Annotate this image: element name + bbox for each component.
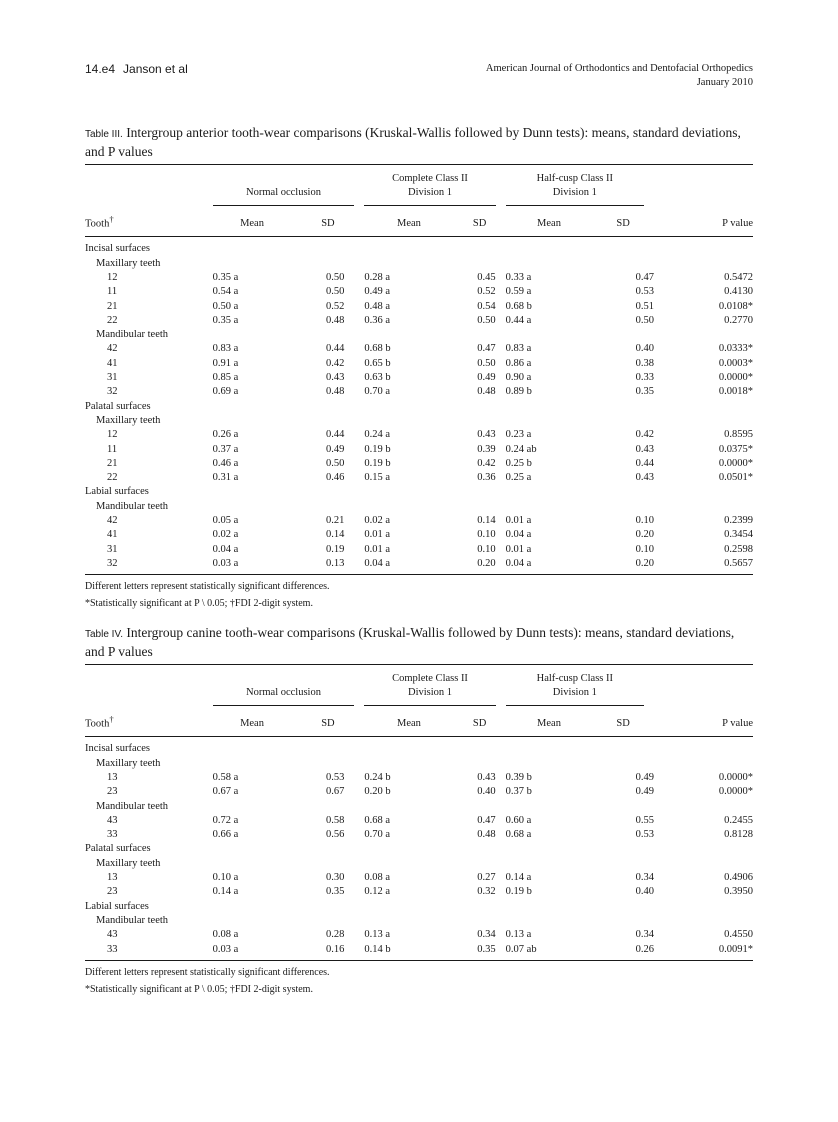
col-header-p-value: P value (654, 709, 753, 737)
normal-sd-cell: 0.50 (326, 457, 345, 469)
page-header (85, 62, 753, 94)
table-row (85, 871, 753, 885)
section-row (85, 485, 753, 499)
tooth-number: 33 (85, 943, 213, 961)
journal-name: American Journal of Orthodontics and Dentofacial Orthopedics (485, 63, 753, 74)
col-header-mean: Mean (506, 709, 593, 737)
table-title: Intergroup canine tooth-wear comparisons (Kruskal-Wallis followed by Dunn tests): means, standard deviations, and P values (85, 625, 735, 659)
complete-sd-cell: 0.52 (477, 286, 496, 298)
table-iii (85, 124, 753, 611)
table-row (85, 928, 753, 942)
author-line: Janson et al (123, 62, 188, 76)
complete-sd-cell: 0.39 (477, 443, 496, 455)
complete-sd-cell: 0.32 (477, 886, 496, 898)
normal-mean-cell: 0.54 a (212, 286, 239, 298)
normal-mean-cell: 0.35 a (212, 314, 239, 326)
halfcusp-mean-cell: 0.90 a (505, 372, 532, 384)
normal-mean-cell: 0.03 a (213, 943, 292, 961)
halfcusp-sd-cell: 0.42 (635, 429, 654, 441)
complete-sd-cell: 0.47 (477, 343, 496, 355)
section-label: Palatal surfaces (85, 400, 151, 412)
normal-sd-cell: 0.53 (326, 771, 345, 783)
table-row (85, 443, 753, 457)
subsection-row (85, 857, 753, 871)
normal-sd-cell: 0.42 (326, 357, 345, 369)
halfcusp-mean-cell: 0.04 a (506, 557, 593, 575)
halfcusp-mean-cell: 0.23 a (505, 429, 532, 441)
normal-sd-cell: 0.43 (326, 372, 345, 384)
table-row (85, 557, 753, 575)
p-value-cell: 0.0375* (718, 443, 753, 455)
normal-sd-cell: 0.14 (326, 529, 345, 541)
normal-mean-cell: 0.03 a (213, 557, 292, 575)
table-footnote: *Statistically significant at P \ 0.05; †FDI 2-digit system. (85, 598, 313, 610)
complete-mean-cell: 0.49 a (364, 286, 391, 298)
halfcusp-sd-cell: 0.38 (635, 357, 654, 369)
tooth-number: 42 (107, 343, 118, 355)
table-row (85, 514, 753, 528)
normal-mean-cell: 0.50 a (212, 300, 239, 312)
halfcusp-mean-cell: 0.24 ab (505, 443, 537, 455)
tooth-number: 42 (107, 515, 118, 527)
p-value-cell: 0.3454 (724, 529, 753, 541)
halfcusp-mean-cell: 0.33 a (505, 271, 532, 283)
tooth-number: 31 (107, 372, 118, 384)
tooth-number: 13 (107, 872, 118, 884)
col-header-p-value: P value (654, 209, 753, 237)
tooth-number: 32 (107, 386, 118, 398)
tooth-number: 23 (107, 786, 118, 798)
subsection-row (85, 414, 753, 428)
halfcusp-sd-cell: 0.10 (635, 515, 654, 527)
complete-sd-cell: 0.49 (477, 372, 496, 384)
normal-sd-cell: 0.67 (326, 786, 345, 798)
complete-mean-cell: 0.01 a (364, 543, 391, 555)
table-row (85, 771, 753, 785)
subsection-row (85, 800, 753, 814)
halfcusp-sd-cell: 0.55 (635, 814, 654, 826)
section-row (85, 237, 753, 257)
halfcusp-sd-cell: 0.50 (635, 314, 654, 326)
p-value-cell: 0.0018* (718, 386, 753, 398)
halfcusp-sd-cell: 0.49 (635, 771, 654, 783)
table-row (85, 828, 753, 842)
halfcusp-mean-cell: 0.68 a (505, 829, 532, 841)
table-row (85, 943, 753, 961)
complete-mean-cell: 0.15 a (364, 472, 391, 484)
complete-mean-cell: 0.20 b (364, 786, 391, 798)
subsection-label: Maxillary teeth (96, 857, 161, 869)
halfcusp-mean-cell: 0.25 a (505, 472, 532, 484)
tooth-number: 11 (107, 286, 118, 298)
data-table (85, 164, 753, 575)
normal-sd-cell: 0.19 (326, 543, 345, 555)
section-row (85, 842, 753, 856)
table-row (85, 471, 753, 485)
p-value-cell: 0.8595 (724, 429, 753, 441)
p-value-cell: 0.0000* (718, 786, 753, 798)
complete-sd-cell: 0.27 (477, 872, 496, 884)
halfcusp-mean-cell: 0.86 a (505, 357, 532, 369)
table-footnote: Different letters represent statistically significant differences. (85, 581, 330, 593)
table-row (85, 342, 753, 356)
normal-sd-cell: 0.28 (326, 929, 345, 941)
issue-date: January 2010 (696, 77, 753, 88)
complete-sd-cell: 0.10 (477, 543, 496, 555)
normal-mean-cell: 0.67 a (212, 786, 239, 798)
normal-sd-cell: 0.48 (326, 386, 345, 398)
p-value-cell: 0.2770 (724, 314, 753, 326)
p-value-cell: 0.5472 (724, 271, 753, 283)
complete-mean-cell: 0.24 b (364, 771, 391, 783)
complete-sd-cell: 0.40 (477, 786, 496, 798)
group-header-normal: Normal occlusion (213, 186, 355, 205)
p-value-cell: 0.2455 (724, 814, 753, 826)
complete-sd-cell: 0.47 (477, 814, 496, 826)
halfcusp-mean-cell: 0.13 a (505, 929, 532, 941)
subsection-label: Maxillary teeth (96, 414, 161, 426)
complete-mean-cell: 0.12 a (364, 886, 391, 898)
col-header-tooth: Tooth† (85, 209, 213, 237)
tooth-number: 12 (107, 271, 118, 283)
normal-sd-cell: 0.13 (291, 557, 364, 575)
tooth-number: 32 (85, 557, 213, 575)
normal-sd-cell: 0.46 (326, 472, 345, 484)
normal-sd-cell: 0.49 (326, 443, 345, 455)
normal-sd-cell: 0.48 (326, 314, 345, 326)
table-label: Table III. (85, 129, 123, 140)
group-header-complete-class-ii: Complete Class II Division 1 (364, 672, 495, 706)
complete-mean-cell: 0.28 a (364, 271, 391, 283)
section-row (85, 400, 753, 414)
tooth-number: 41 (107, 529, 118, 541)
tooth-number: 11 (107, 443, 118, 455)
tooth-number: 31 (107, 543, 118, 555)
complete-sd-cell: 0.36 (477, 472, 496, 484)
tooth-number: 33 (107, 829, 118, 841)
subsection-label: Mandibular teeth (96, 800, 169, 812)
subsection-row (85, 328, 753, 342)
halfcusp-mean-cell: 0.68 b (505, 300, 532, 312)
complete-sd-cell: 0.34 (477, 929, 496, 941)
normal-mean-cell: 0.91 a (212, 357, 239, 369)
table-row (85, 543, 753, 557)
halfcusp-sd-cell: 0.44 (635, 457, 654, 469)
complete-sd-cell: 0.42 (477, 457, 496, 469)
complete-mean-cell: 0.65 b (364, 357, 391, 369)
normal-mean-cell: 0.66 a (212, 829, 239, 841)
halfcusp-mean-cell: 0.60 a (505, 814, 532, 826)
halfcusp-mean-cell: 0.39 b (505, 771, 532, 783)
section-label: Incisal surfaces (85, 243, 151, 255)
subsection-row (85, 500, 753, 514)
col-header-sd: SD (454, 709, 506, 737)
tooth-number: 23 (107, 886, 118, 898)
section-label: Labial surfaces (85, 900, 149, 912)
col-header-sd: SD (592, 709, 654, 737)
table-label: Table IV. (85, 629, 123, 640)
halfcusp-sd-cell: 0.40 (635, 886, 654, 898)
halfcusp-sd-cell: 0.40 (635, 343, 654, 355)
normal-sd-cell: 0.35 (326, 886, 345, 898)
table-caption (85, 124, 753, 160)
normal-sd-cell: 0.52 (326, 300, 345, 312)
normal-mean-cell: 0.14 a (212, 886, 239, 898)
complete-mean-cell: 0.24 a (364, 429, 391, 441)
complete-sd-cell: 0.48 (477, 829, 496, 841)
col-header-mean: Mean (213, 709, 292, 737)
p-value-cell: 0.2399 (724, 515, 753, 527)
halfcusp-mean-cell: 0.01 a (505, 543, 532, 555)
p-value-cell: 0.0003* (718, 357, 753, 369)
complete-sd-cell: 0.35 (454, 943, 506, 961)
normal-mean-cell: 0.26 a (212, 429, 239, 441)
p-value-cell: 0.0000* (718, 771, 753, 783)
complete-sd-cell: 0.43 (477, 429, 496, 441)
halfcusp-mean-cell: 0.89 b (505, 386, 532, 398)
halfcusp-sd-cell: 0.53 (635, 286, 654, 298)
col-header-mean: Mean (506, 209, 593, 237)
complete-mean-cell: 0.68 a (364, 814, 391, 826)
halfcusp-sd-cell: 0.35 (635, 386, 654, 398)
normal-mean-cell: 0.69 a (212, 386, 239, 398)
normal-sd-cell: 0.44 (326, 429, 345, 441)
halfcusp-mean-cell: 0.19 b (505, 886, 532, 898)
complete-mean-cell: 0.48 a (364, 300, 391, 312)
normal-mean-cell: 0.72 a (212, 814, 239, 826)
normal-mean-cell: 0.83 a (212, 343, 239, 355)
col-header-mean: Mean (213, 209, 292, 237)
p-value-cell: 0.0108* (718, 300, 753, 312)
table-title: Intergroup anterior tooth-wear comparisons (Kruskal-Wallis followed by Dunn tests): means, standard deviations, and P values (85, 125, 741, 159)
halfcusp-mean-cell: 0.59 a (505, 286, 532, 298)
group-header-normal: Normal occlusion (213, 686, 355, 705)
p-value-cell: 0.5657 (654, 557, 753, 575)
p-value-cell: 0.0091* (654, 943, 753, 961)
p-value-cell: 0.0000* (718, 457, 753, 469)
complete-mean-cell: 0.13 a (364, 929, 391, 941)
group-header-half-cusp-class-ii: Half-cusp Class II Division 1 (506, 172, 644, 206)
col-header-mean: Mean (364, 209, 453, 237)
table-footnote: Different letters represent statistically significant differences. (85, 966, 330, 978)
col-header-sd: SD (291, 709, 364, 737)
complete-mean-cell: 0.36 a (364, 314, 391, 326)
page-number: 14.e4 (85, 62, 116, 76)
subsection-label: Mandibular teeth (96, 329, 169, 341)
table-row (85, 285, 753, 299)
normal-sd-cell: 0.16 (291, 943, 364, 961)
halfcusp-sd-cell: 0.51 (635, 300, 654, 312)
subsection-label: Maxillary teeth (96, 757, 161, 769)
p-value-cell: 0.8128 (724, 829, 753, 841)
subsection-label: Maxillary teeth (96, 257, 161, 269)
data-table (85, 664, 753, 961)
table-footnote: *Statistically significant at P \ 0.05; †FDI 2-digit system. (85, 983, 313, 995)
tooth-number: 43 (107, 929, 118, 941)
p-value-cell: 0.2598 (724, 543, 753, 555)
halfcusp-sd-cell: 0.47 (635, 271, 654, 283)
normal-sd-cell: 0.50 (326, 286, 345, 298)
complete-sd-cell: 0.54 (477, 300, 496, 312)
complete-sd-cell: 0.20 (454, 557, 506, 575)
halfcusp-sd-cell: 0.53 (635, 829, 654, 841)
halfcusp-mean-cell: 0.25 b (505, 457, 532, 469)
complete-mean-cell: 0.70 a (364, 829, 391, 841)
table-row (85, 385, 753, 399)
complete-mean-cell: 0.01 a (364, 529, 391, 541)
normal-sd-cell: 0.21 (326, 515, 345, 527)
normal-sd-cell: 0.44 (326, 343, 345, 355)
table-row (85, 457, 753, 471)
halfcusp-mean-cell: 0.14 a (505, 872, 532, 884)
p-value-cell: 0.4130 (724, 286, 753, 298)
halfcusp-sd-cell: 0.43 (635, 443, 654, 455)
tooth-number: 22 (107, 314, 118, 326)
normal-mean-cell: 0.04 a (212, 543, 239, 555)
halfcusp-mean-cell: 0.01 a (505, 515, 532, 527)
halfcusp-sd-cell: 0.49 (635, 786, 654, 798)
normal-mean-cell: 0.35 a (212, 271, 239, 283)
complete-mean-cell: 0.63 b (364, 372, 391, 384)
table-row (85, 528, 753, 542)
normal-mean-cell: 0.10 a (212, 872, 239, 884)
halfcusp-sd-cell: 0.34 (635, 872, 654, 884)
complete-mean-cell: 0.04 a (364, 557, 453, 575)
halfcusp-mean-cell: 0.07 ab (506, 943, 593, 961)
halfcusp-mean-cell: 0.37 b (505, 786, 532, 798)
table-row (85, 785, 753, 799)
group-header-half-cusp-class-ii: Half-cusp Class II Division 1 (506, 672, 644, 706)
halfcusp-sd-cell: 0.20 (635, 529, 654, 541)
normal-mean-cell: 0.58 a (212, 771, 239, 783)
complete-sd-cell: 0.14 (477, 515, 496, 527)
section-label: Palatal surfaces (85, 843, 151, 855)
tooth-number: 21 (107, 457, 118, 469)
p-value-cell: 0.0000* (718, 372, 753, 384)
p-value-cell: 0.3950 (724, 886, 753, 898)
running-head-right (486, 62, 753, 90)
table-row (85, 300, 753, 314)
complete-mean-cell: 0.19 b (364, 443, 391, 455)
subsection-row (85, 257, 753, 271)
normal-mean-cell: 0.31 a (212, 472, 239, 484)
subsection-row (85, 914, 753, 928)
table-row (85, 371, 753, 385)
running-head-left (85, 62, 188, 76)
halfcusp-sd-cell: 0.43 (635, 472, 654, 484)
p-value-cell: 0.0501* (718, 472, 753, 484)
section-row (85, 900, 753, 914)
normal-mean-cell: 0.02 a (212, 529, 239, 541)
complete-sd-cell: 0.43 (477, 771, 496, 783)
complete-sd-cell: 0.48 (477, 386, 496, 398)
complete-mean-cell: 0.02 a (364, 515, 391, 527)
tooth-number: 41 (107, 357, 118, 369)
col-header-sd: SD (291, 209, 364, 237)
normal-sd-cell: 0.58 (326, 814, 345, 826)
group-header-complete-class-ii: Complete Class II Division 1 (364, 172, 495, 206)
normal-mean-cell: 0.05 a (212, 515, 239, 527)
halfcusp-sd-cell: 0.10 (635, 543, 654, 555)
normal-mean-cell: 0.08 a (212, 929, 239, 941)
subsection-label: Mandibular teeth (96, 914, 169, 926)
col-header-mean: Mean (364, 709, 453, 737)
complete-mean-cell: 0.14 b (364, 943, 453, 961)
complete-mean-cell: 0.70 a (364, 386, 391, 398)
complete-mean-cell: 0.68 b (364, 343, 391, 355)
p-value-cell: 0.4550 (724, 929, 753, 941)
table-row (85, 814, 753, 828)
col-header-sd: SD (592, 209, 654, 237)
halfcusp-mean-cell: 0.83 a (505, 343, 532, 355)
tooth-number: 12 (107, 429, 118, 441)
halfcusp-mean-cell: 0.44 a (505, 314, 532, 326)
col-header-tooth: Tooth† (85, 709, 213, 737)
normal-sd-cell: 0.50 (326, 271, 345, 283)
complete-mean-cell: 0.08 a (364, 872, 391, 884)
halfcusp-sd-cell: 0.26 (592, 943, 654, 961)
normal-sd-cell: 0.30 (326, 872, 345, 884)
section-row (85, 737, 753, 757)
halfcusp-sd-cell: 0.34 (635, 929, 654, 941)
complete-mean-cell: 0.19 b (364, 457, 391, 469)
complete-sd-cell: 0.50 (477, 357, 496, 369)
tooth-number: 22 (107, 472, 118, 484)
subsection-label: Mandibular teeth (96, 500, 169, 512)
normal-sd-cell: 0.56 (326, 829, 345, 841)
tooth-number: 13 (107, 771, 118, 783)
halfcusp-sd-cell: 0.20 (592, 557, 654, 575)
normal-mean-cell: 0.85 a (212, 372, 239, 384)
table-row (85, 428, 753, 442)
halfcusp-sd-cell: 0.33 (635, 372, 654, 384)
section-label: Incisal surfaces (85, 743, 151, 755)
tooth-number: 21 (107, 300, 118, 312)
normal-mean-cell: 0.46 a (212, 457, 239, 469)
table-iv (85, 624, 753, 997)
table-row (85, 885, 753, 899)
tooth-number: 43 (107, 814, 118, 826)
section-label: Labial surfaces (85, 486, 149, 498)
p-value-cell: 0.0333* (718, 343, 753, 355)
col-header-sd: SD (454, 209, 506, 237)
subsection-row (85, 757, 753, 771)
p-value-cell: 0.4906 (724, 872, 753, 884)
table-row (85, 357, 753, 371)
table-row (85, 314, 753, 328)
table-caption (85, 624, 753, 660)
table-row (85, 271, 753, 285)
normal-mean-cell: 0.37 a (212, 443, 239, 455)
complete-sd-cell: 0.10 (477, 529, 496, 541)
complete-sd-cell: 0.50 (477, 314, 496, 326)
complete-sd-cell: 0.45 (477, 271, 496, 283)
halfcusp-mean-cell: 0.04 a (505, 529, 532, 541)
